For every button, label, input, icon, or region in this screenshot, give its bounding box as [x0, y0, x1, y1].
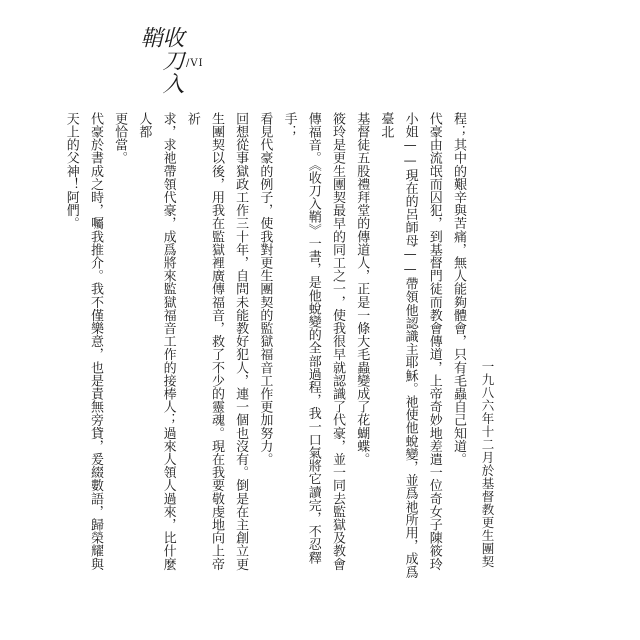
text-line: 求，求祂帶領代豪，成爲將來監獄福音工作的接棒人；過來人領人過來，比什麼人都: [136, 112, 176, 571]
text-line: 更恰當。: [112, 112, 128, 165]
text-line: 小姐——現在的呂師母——帶領他認識主耶穌。祂使他蛻變，並爲祂所用，成爲臺北: [378, 112, 418, 579]
page-number: /VI: [186, 58, 204, 69]
text-line: 傳福音。《收刀入鞘》一書，是他蛻變的全部過程，我一口氣將它讀完，不忍釋手；: [281, 112, 321, 564]
text-line: 代豪於書成之時，囑我推介。我不僅樂意，也是責無旁貸，爰綴數語，歸榮耀與: [87, 112, 103, 571]
text-line: 基督徒五股禮拜堂的傳道人，正是一條大毛蟲變成了花蝴蝶。: [354, 112, 370, 466]
text-line: 代豪由流氓而囚犯，到基督門徒而教會傳道，上帝奇妙地差遣一位奇女子陳筱玲: [426, 112, 442, 571]
date-signature: 一九八六年十二月於基督教更生團契: [480, 360, 495, 568]
text-line: 筱玲是更生團契最早的同工之一，使我很早就認識了代豪，並一同去監獄及教會: [329, 112, 345, 571]
running-header-title: 收刀入鞘: [137, 26, 184, 95]
body-text: [63, 112, 470, 582]
text-line: 回想從事獄政工作三十年，自問未能教好犯人，連一個也沒有。倒是在主創立更: [233, 112, 249, 571]
text-line: 天上的父神！阿們。: [63, 112, 79, 230]
page-number-value: VI: [190, 58, 204, 69]
text-line: 程；其中的艱辛與苦痛，無人能夠體會，只有毛蟲自己知道。: [451, 112, 466, 466]
text-line: 生團契以後，用我在監獄裡廣傳福音，救了不少的靈魂。現在我要敬虔地向上帝祈: [184, 112, 224, 571]
text-line: 看見代豪的例子，使我對更生團契的監獄福音工作更加努力。: [257, 112, 273, 466]
